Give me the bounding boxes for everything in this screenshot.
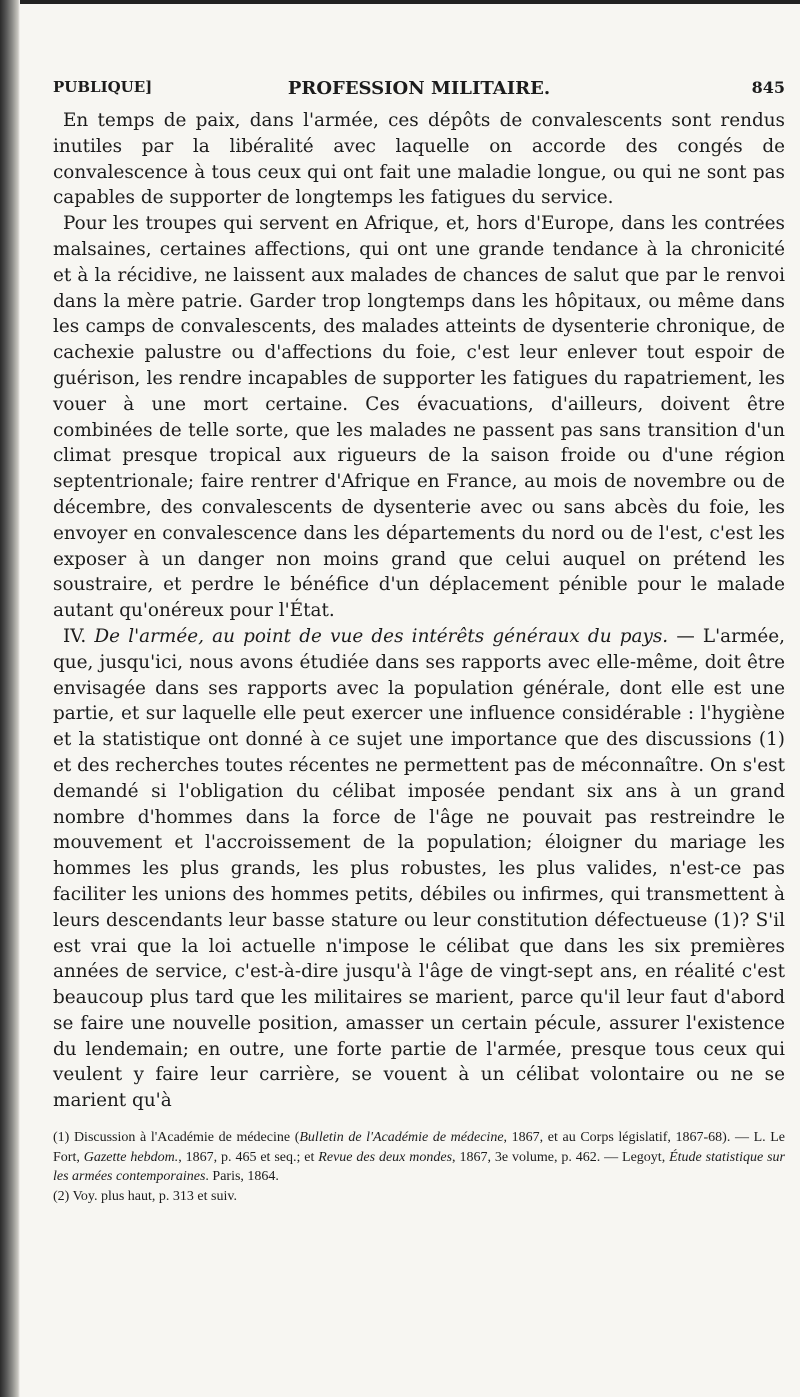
- running-head-title: PROFESSION MILITAIRE.: [287, 78, 551, 99]
- footnote-1-text: . Paris, 1864.: [205, 1169, 279, 1185]
- running-head-section: PUBLIQUE]: [53, 78, 153, 96]
- page-number: 845: [751, 78, 785, 97]
- section-text: — L'armée, que, jusqu'ici, nous avons étudiée dans ses rapports avec elle-même, doit être envisagée dans ses rapports avec la population générale, dont elle est une partie, et sur laquelle elle peut exercer une influence considérable : l'hygiène et la statistique ont donné à ce sujet une importance que des discussions (1) et des recherches toutes récentes ne permettent pas de méconnaître. On s'est demandé si l'obligation du célibat imposée pendant six ans à un grand nombre d'hommes dans la force de l'âge ne pouvait pas restreindre le mouvement et l'accroissement de la population; éloigner du mariage les hommes les plus grands, les plus robustes, les plus valides, n'est-ce pas faciliter les unions des hommes petits, débiles ou infirmes, qui transmettent à leurs descendants leur basse stature ou leur constitution défectueuse (1)? S'il est vrai que la loi actuelle n'impose le célibat que dans les six premières années de service, c'est-à-dire jusqu'à l'âge de vingt-sept ans, en réalité c'est beaucoup plus tard que les militaires se marient, parce qu'il leur faut d'abord se faire une nouvelle position, amasser un certain pécule, assurer l'existence du lendemain; en outre, une forte partie de l'armée, presque tous ceux qui veulent y faire leur carrière, se vouent à un célibat volontaire ou ne se marient qu'à: [53, 625, 785, 1112]
- footnote-1-citation: Étude statistique sur les armées contemporaines: [53, 1149, 785, 1185]
- page-top-edge: [0, 0, 800, 4]
- section-number: IV.: [63, 625, 87, 647]
- paragraph-1: En temps de paix, dans l'armée, ces dépôts de convalescents sont rendus inutiles par la libéralité avec laquelle on accorde des congés de convalescence à tous ceux qui ont fait une maladie longue, ou qui ne sont pas capables de supporter de longtemps les fatigues du service.: [53, 110, 785, 209]
- paragraph-section-iv: [53, 624, 785, 1114]
- section-title: De l'armée, au point de vue des intérêts généraux du pays.: [94, 625, 669, 647]
- footnote-1-text: , 1867, 3e volume, p. 462. — Legoyt,: [452, 1149, 670, 1165]
- book-page: [53, 78, 785, 1206]
- footnote-1-text: , 1867, et au Corps législatif, 1867-68). — L. Le Fort,: [53, 1130, 786, 1165]
- body-text: [53, 108, 785, 1114]
- footnote-1-citation: Revue des deux mondes: [318, 1149, 453, 1165]
- running-head: [53, 78, 785, 108]
- footnotes: [53, 1128, 785, 1206]
- footnote-2: (2) Voy. plus haut, p. 313 et suiv.: [53, 1188, 237, 1204]
- footnote-1-text: , 1867, p. 465 et seq.; et: [178, 1149, 319, 1165]
- footnote-1: [53, 1128, 785, 1187]
- footnote-1-citation: Bulletin de l'Académie de médecine: [299, 1130, 504, 1146]
- footnote-1-text: (1) Discussion à l'Académie de médecine (: [53, 1130, 300, 1146]
- footnote-1-citation: Gazette hebdom.: [83, 1149, 179, 1165]
- book-binding-gutter: [0, 0, 20, 1397]
- paragraph-2: Pour les troupes qui servent en Afrique, et, hors d'Europe, dans les contrées malsaines, certaines affections, qui ont une grande tendance à la chronicité et à la récidive, ne laissent aux malades de chances de salut que par le renvoi dans la mère patrie. Garder trop longtemps dans les hôpitaux, ou même dans les camps de convalescents, des malades atteints de dysenterie chronique, de cachexie palustre ou d'affections du foie, c'est leur enlever tout espoir de guérison, les rendre incapables de supporter les fatigues du rapatriement, les vouer à une mort certaine. Ces évacuations, d'ailleurs, doivent être combinées de telle sorte, que les malades ne passent pas sans transition d'un climat presque tropical aux rigueurs de la saison froide ou d'une région septentrionale; faire rentrer d'Afrique en France, au mois de novembre ou de décembre, des convalescents de dysenterie avec ou sans abcès du foie, les envoyer en convalescence dans les départements du nord ou de l'est, c'est les exposer à un danger non moins grand que celui auquel on prétend les soustraire, et perdre le bénéfice d'un déplacement pénible pour le malade autant qu'onéreux pour l'État.: [53, 213, 785, 622]
